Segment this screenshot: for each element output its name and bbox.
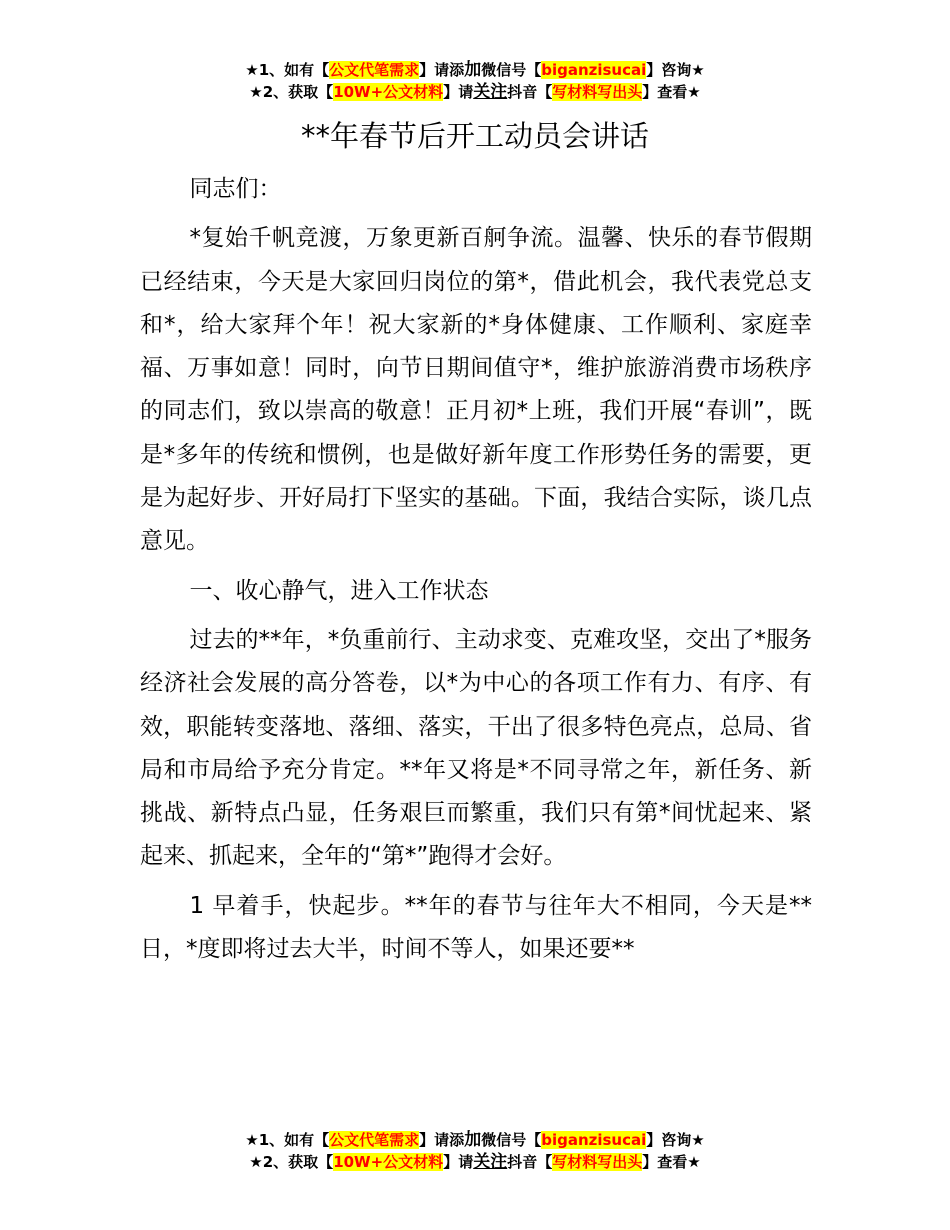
- banner-text: 关注: [473, 82, 508, 102]
- banner-highlight: 10W+公文材料: [333, 1153, 444, 1171]
- banner-line-2: [0, 1151, 950, 1173]
- document-title: **年春节后开工动员会讲话: [300, 119, 649, 153]
- banner-text: 】请: [443, 83, 474, 101]
- banner-highlight: 公文代笔需求: [329, 1131, 420, 1149]
- banner-text: 关注: [473, 1152, 508, 1172]
- banner-text: 】请: [443, 1153, 474, 1171]
- document-body: [140, 168, 812, 977]
- body-paragraph: 1 早着手，快起步。**年的春节与往年大不相同，今天是**日，*度即将过去大半，时间不等人，如果还要**: [140, 892, 812, 963]
- body-paragraph: *复始千帆竞渡，万象更新百舸争流。温馨、快乐的春节假期已经结束，今天是大家回归岗位的第*，借此机会，我代表党总支和*，给大家拜个年！祝大家新的*身体健康、工作顺利、家庭幸福、万事如意！同时，向节日期间值守*，维护旅游消费市场秩序的同志们，致以崇高的敬意！正月初*上班，我们开展“春训”，既是*多年的传统和惯例，也是做好新年度工作形势任务的需要，更是为起好步、开好局打下坚实的基础。下面，我结合实际，谈几点意见。: [140, 225, 812, 555]
- banner-text: 微信号【: [481, 1131, 542, 1149]
- banner-highlight: 写材料写出头: [552, 83, 643, 101]
- header-banner: [0, 59, 950, 103]
- banner-highlight: biganzisucai: [541, 1131, 647, 1149]
- banner-text: 加: [464, 60, 482, 80]
- banner-text: 抖音【: [507, 83, 553, 101]
- banner-text: ★2、获取【: [249, 1153, 334, 1171]
- footer-banner: [0, 1129, 950, 1173]
- banner-line-1: [0, 1129, 950, 1151]
- banner-highlight: biganzisucai: [541, 61, 647, 79]
- banner-text: 】查看★: [642, 83, 701, 101]
- banner-highlight: 写材料写出头: [552, 1153, 643, 1171]
- body-paragraph: 过去的**年，*负重前行、主动求变、克难攻坚，交出了*服务经济社会发展的高分答卷，以*为中心的各项工作有力、有序、有效，职能转变落地、落细、落实，干出了很多特色亮点，总局、省局和市局给予充分肯定。**年又将是*不同寻常之年，新任务、新挑战、新特点凸显，任务艰巨而繁重，我们只有第*间忧起来、紧起来、抓起来，全年的“第*”跑得才会好。: [140, 626, 812, 870]
- banner-text: ★1、如有【: [245, 61, 330, 79]
- banner-line-2: [0, 81, 950, 103]
- salutation: 同志们：: [189, 176, 282, 202]
- banner-text: ★1、如有【: [245, 1131, 330, 1149]
- banner-text: 加: [464, 1130, 482, 1150]
- banner-text: 】查看★: [642, 1153, 701, 1171]
- banner-text: 】请添: [419, 1131, 465, 1149]
- banner-text: 】咨询★: [646, 61, 705, 79]
- banner-text: 微信号【: [481, 61, 542, 79]
- banner-text: 】咨询★: [646, 1131, 705, 1149]
- banner-highlight: 公文代笔需求: [329, 61, 420, 79]
- banner-highlight: 10W+公文材料: [333, 83, 444, 101]
- banner-text: ★2、获取【: [249, 83, 334, 101]
- banner-line-1: [0, 59, 950, 81]
- section-heading: 一、收心静气，进入工作状态: [189, 577, 489, 604]
- banner-text: 抖音【: [507, 1153, 553, 1171]
- banner-text: 】请添: [419, 61, 465, 79]
